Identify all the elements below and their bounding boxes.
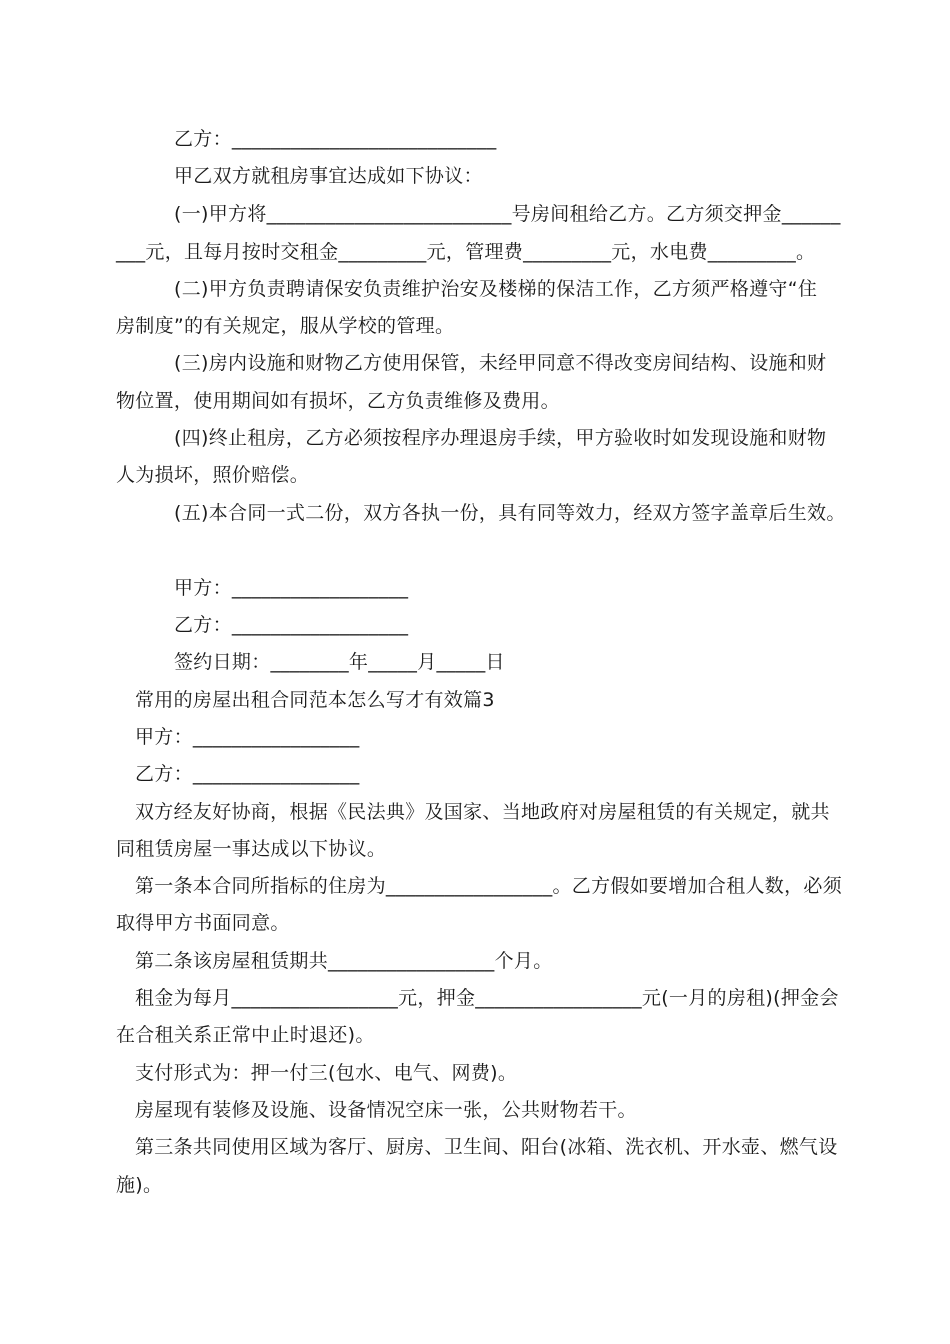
rent-line-1: 租金为每月_________________元，押金_________________元(一月的房租)(押金会 <box>135 987 839 1009</box>
payment-line: 支付形式为：押一付三(包水、电气、网费)。 <box>135 1062 518 1084</box>
signature-party-b: 乙方：__________________ <box>174 614 409 636</box>
party-b-line: 乙方：___________________________ <box>174 128 497 150</box>
article-1-line-1: 第一条本合同所指标的住房为_________________。乙方假如要增加合租人数，必须 <box>135 875 843 897</box>
clause-4-line-1: (四)终止租房，乙方必须按程序办理退房手续，甲方验收时如发现设施和财物 <box>174 427 827 449</box>
clause-3-line-2: 物位置，使用期间如有损坏，乙方负责维修及费用。 <box>116 390 560 412</box>
article-1-line-2: 取得甲方书面同意。 <box>116 912 290 934</box>
facilities-line: 房屋现有装修及设施、设备情况空床一张，公共财物若干。 <box>135 1099 637 1121</box>
clause-5-line: (五)本合同一式二份，双方各执一份，具有同等效力，经双方签字盖章后生效。 <box>174 502 846 524</box>
signing-date: 签约日期：________年_____月_____日 <box>174 651 505 673</box>
clause-1-line-1: (一)甲方将_________________________号房间租给乙方。乙方须交押金______ <box>174 203 841 225</box>
party-b-line-2: 乙方：_________________ <box>135 763 360 785</box>
party-a-line: 甲方：_________________ <box>135 726 360 748</box>
clause-1-line-2: ___元，且每月按时交租金_________元，管理费_________元，水电费_________。 <box>116 241 816 263</box>
preamble-line-2: 同租赁房屋一事达成以下协议。 <box>116 838 387 860</box>
clause-3-line-1: (三)房内设施和财物乙方使用保管，未经甲同意不得改变房间结构、设施和财 <box>174 352 827 374</box>
agreement-intro: 甲乙双方就租房事宜达成如下协议： <box>174 165 483 187</box>
clause-2-line-2: 房制度”的有关规定，服从学校的管理。 <box>116 315 455 337</box>
preamble-line-1: 双方经友好协商，根据《民法典》及国家、当地政府对房屋租赁的有关规定，就共 <box>135 801 830 823</box>
article-3-line-2: 施)。 <box>116 1174 163 1196</box>
clause-2-line-1: (二)甲方负责聘请保安负责维护治安及楼梯的保洁工作，乙方须严格遵守“住 <box>174 278 818 300</box>
section-title: 常用的房屋出租合同范本怎么写才有效篇3 <box>135 689 495 711</box>
clause-4-line-2: 人为损坏，照价赔偿。 <box>116 464 310 486</box>
article-2-line: 第二条该房屋租赁期共_________________个月。 <box>135 950 553 972</box>
rent-line-2: 在合租关系正常中止时退还)。 <box>116 1024 375 1046</box>
article-3-line-1: 第三条共同使用区域为客厅、厨房、卫生间、阳台(冰箱、洗衣机、开水壶、燃气设 <box>135 1136 838 1158</box>
signature-party-a: 甲方：__________________ <box>174 577 409 599</box>
